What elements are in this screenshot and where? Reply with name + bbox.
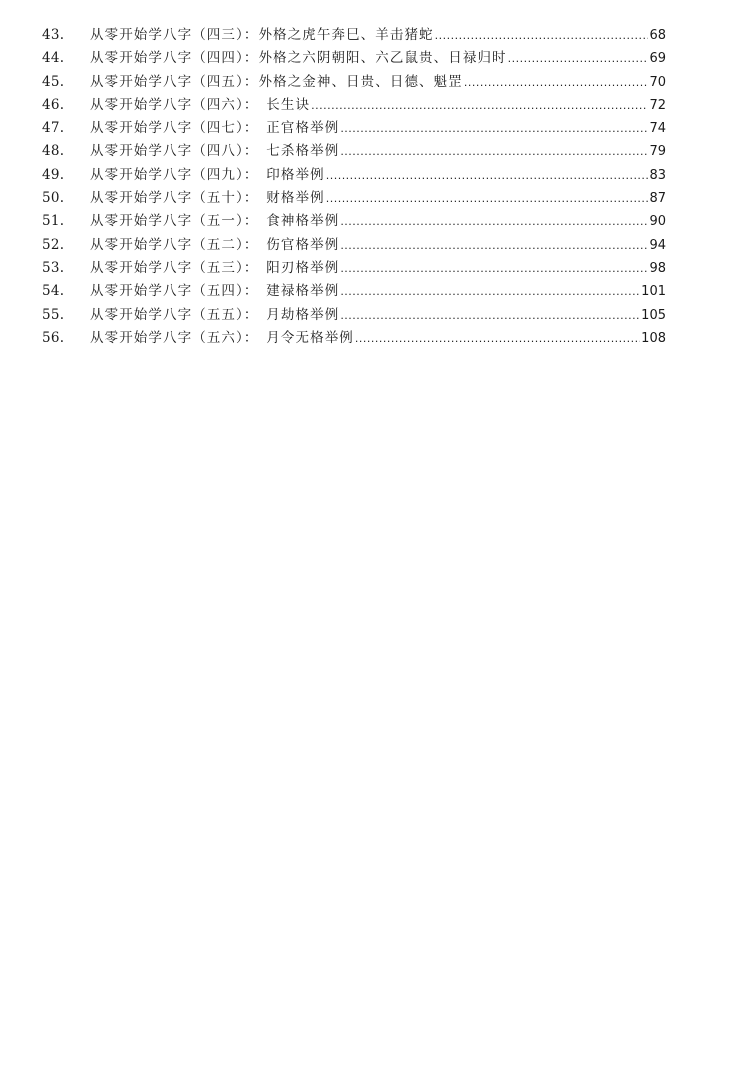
entry-title: 从零开始学八字（四七）： 正官格举例: [90, 120, 340, 137]
page-number: 94: [649, 237, 666, 253]
entry-title: 从零开始学八字（五六）： 月令无格举例: [90, 329, 354, 346]
entry-number: 49.: [42, 166, 65, 183]
toc-entry[interactable]: [42, 46, 666, 69]
entry-title: 从零开始学八字（五三）： 阳刃格举例: [90, 259, 340, 276]
entry-title: 从零开始学八字（四四）：外格之六阴朝阳、六乙鼠贵、日禄归时: [90, 50, 507, 67]
dot-leader: [508, 52, 649, 65]
entry-number: 43.: [42, 27, 65, 43]
toc-entry[interactable]: [42, 279, 666, 302]
dot-leader: [326, 192, 649, 205]
entry-number: 52.: [42, 236, 65, 253]
dot-leader: [355, 332, 640, 345]
entry-number: 51.: [42, 213, 65, 230]
page-number: 101: [641, 284, 666, 300]
entry-title: 从零开始学八字（四八）： 七杀格举例: [90, 143, 340, 160]
entry-title: 从零开始学八字（五一）： 食神格举例: [90, 213, 340, 230]
entry-number: 55.: [42, 306, 65, 323]
page-number: 74: [649, 121, 666, 137]
toc-entry[interactable]: [42, 256, 666, 279]
toc-entry[interactable]: [42, 233, 666, 256]
entry-title: 从零开始学八字（五十）： 财格举例: [90, 190, 325, 207]
entry-number: 53.: [42, 259, 65, 276]
entry-title: 从零开始学八字（四六）： 长生诀: [90, 96, 311, 113]
entry-number: 44.: [42, 50, 65, 67]
page-number: 87: [649, 191, 666, 207]
toc-entry[interactable]: [42, 186, 666, 209]
entry-title: 从零开始学八字（五二）： 伤官格举例: [90, 236, 340, 253]
entry-title: 从零开始学八字（四三）：外格之虎午奔巳、羊击猪蛇: [90, 27, 434, 43]
toc-entry[interactable]: [42, 326, 666, 349]
entry-number: 50.: [42, 190, 65, 207]
dot-leader: [326, 169, 649, 182]
page-number: 70: [649, 74, 666, 90]
entry-title: 从零开始学八字（四九）： 印格举例: [90, 166, 325, 183]
page-number: 108: [641, 330, 666, 346]
entry-number: 47.: [42, 120, 65, 137]
entry-title: 从零开始学八字（四五）：外格之金神、日贵、日德、魁罡: [90, 73, 463, 90]
entry-number: 54.: [42, 283, 65, 300]
dot-leader: [340, 239, 648, 252]
dot-leader: [340, 215, 648, 228]
page-number: 79: [649, 144, 666, 160]
dot-leader: [340, 309, 640, 322]
page-number: 90: [649, 214, 666, 230]
toc-entry[interactable]: [42, 303, 666, 326]
toc-entry[interactable]: [42, 163, 666, 186]
page-number: 105: [641, 307, 666, 323]
entry-number: 48.: [42, 143, 65, 160]
entry-title: 从零开始学八字（五四）： 建禄格举例: [90, 283, 340, 300]
dot-leader: [340, 122, 648, 135]
entry-number: 46.: [42, 96, 65, 113]
entry-number: 45.: [42, 73, 65, 90]
toc-entry[interactable]: [42, 209, 666, 232]
entry-title: 从零开始学八字（五五）： 月劫格举例: [90, 306, 340, 323]
toc-entry[interactable]: [42, 116, 666, 139]
dot-leader: [340, 262, 648, 275]
dot-leader: [340, 145, 648, 158]
toc-entry[interactable]: [42, 139, 666, 162]
page-number: 69: [649, 51, 666, 67]
dot-leader: [340, 285, 640, 298]
toc-entry[interactable]: [42, 93, 666, 116]
page-number: 98: [649, 260, 666, 276]
page-number: 83: [649, 167, 666, 183]
toc-entry[interactable]: [42, 23, 666, 46]
page-number: 68: [649, 28, 666, 43]
table-of-contents: [42, 23, 666, 349]
entry-number: 56.: [42, 329, 65, 346]
page-number: 72: [649, 97, 666, 113]
dot-leader: [311, 99, 648, 112]
dot-leader: [435, 29, 649, 42]
toc-entry[interactable]: [42, 70, 666, 93]
dot-leader: [464, 76, 649, 89]
